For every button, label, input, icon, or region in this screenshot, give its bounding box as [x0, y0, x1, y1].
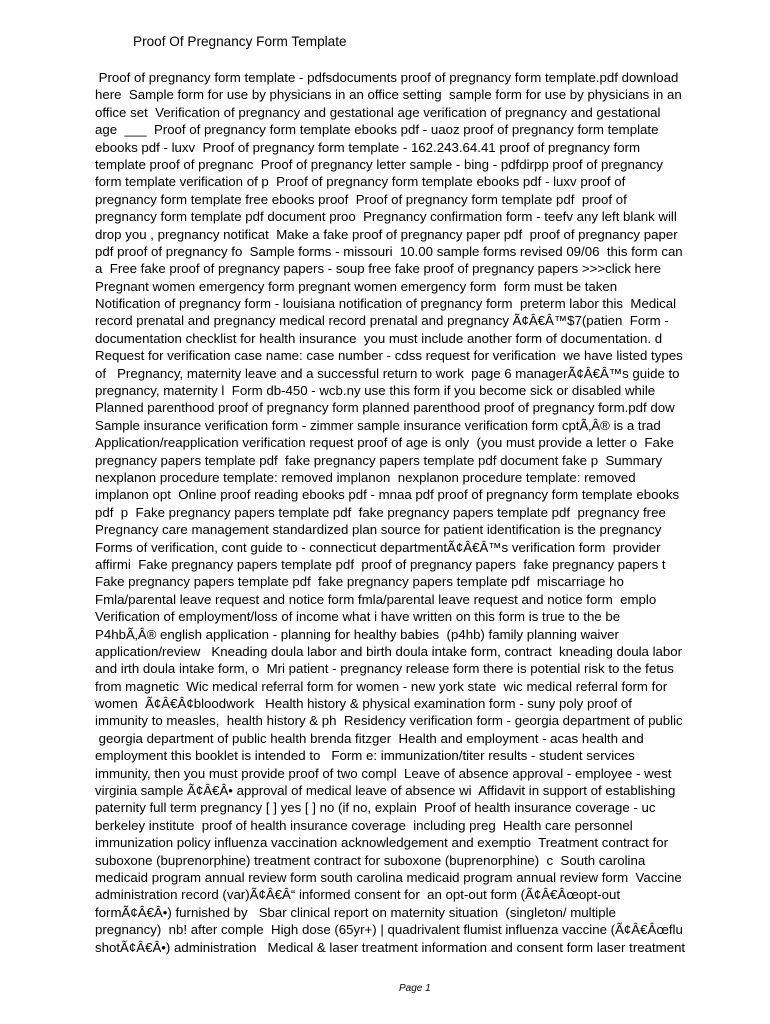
body-line: nexplanon procedure template: removed implanon nexplanon procedure template: removed: [95, 469, 636, 485]
body-line: Notification of pregnancy form - louisiana notification of pregnancy form preterm labor this Medical: [95, 296, 677, 312]
body-line: suboxone (buprenorphine) treatment contract for suboxone (buprenorphine) c South carolina: [95, 852, 646, 868]
body-line: immunity, then you must provide proof of two compl Leave of absence approval - employee - west: [95, 765, 672, 781]
body-line: pregnancy) nb! after comple High dose (65yr+) | quadrivalent flumist influenza vaccine (Ã¢Â€Âœflu: [95, 922, 683, 938]
body-line: Pregnant women emergency form pregnant women emergency form form must be taken: [95, 278, 618, 294]
body-line: medicaid program annual review form south carolina medicaid program annual review form Vaccine: [95, 869, 682, 885]
body-line: employment this booklet is intended to Form e: immunization/titer results - student services: [95, 748, 635, 764]
body-line: pregnancy form template free ebooks proof Proof of pregnancy form template pdf proof of: [95, 191, 627, 207]
body-line: paternity full term pregnancy [ ] yes [ ] no (if no, explain Proof of health insurance coverage - uc: [95, 800, 656, 816]
body-line: a Free fake proof of pregnancy papers - soup free fake proof of pregnancy papers >>>click here: [95, 261, 662, 277]
body-line: ebooks pdf - luxv Proof of pregnancy form template - 162.243.64.41 proof of pregnancy form: [95, 139, 641, 155]
body-line: shotÃ¢Â€Â•) administration Medical & laser treatment information and consent form laser treatment: [95, 939, 686, 955]
body-line: and irth doula intake form, o Mri patient - pregnancy release form there is potential risk to the fetus: [95, 661, 674, 677]
body-line: berkeley institute proof of health insurance coverage including preg Health care personnel: [95, 817, 633, 833]
body-line: from magnetic Wic medical referral form for women - new york state wic medical referral form for: [95, 678, 668, 694]
body-line: Proof of pregnancy form template - pdfsdocuments proof of pregnancy form template.pdf download: [95, 70, 679, 85]
body-line: Application/reapplication verification request proof of age is only (you must provide a letter o Fake: [95, 435, 674, 451]
body-line: Verification of employment/loss of income what i have written on this form is true to the be: [95, 609, 621, 625]
body-line: immunity to measles, health history & ph Residency verification form - georgia department of public: [95, 713, 683, 729]
body-line: georgia department of public health brenda fitzger Health and employment - acas health and: [95, 730, 644, 746]
body-line: P4hbÃ‚Â® english application - planning for healthy babies (p4hb) family planning waiver: [95, 626, 619, 642]
body-line: Fake pregnancy papers template pdf fake pregnancy papers template pdf miscarriage ho: [95, 574, 624, 590]
body-line: Sample insurance verification form - zimmer sample insurance verification form cptÃ‚Â® is a trad: [95, 417, 661, 433]
body-line: formÃ¢Â€Â•) furnished by Sbar clinical report on maternity situation (singleton/ multiple: [95, 904, 616, 920]
body-line: template proof of pregnanc Proof of pregnancy letter sample - bing - pdfdirpp proof of pregnancy: [95, 156, 663, 172]
body-line: documentation checklist for health insurance you must include another form of documentation. d: [95, 330, 663, 346]
body-line: pregnancy, maternity l Form db-450 - wcb.ny use this form if you become sick or disabled while: [95, 383, 656, 399]
body-line: administration record (var)Ã¢Â€Â“ informed consent for an opt-out form (Ã¢Â€Âœopt-out: [95, 887, 621, 903]
body-line: Fmla/parental leave request and notice form fmla/parental leave request and notice form emplo: [95, 591, 657, 607]
body-line: of Pregnancy, maternity leave and a successful return to work page 6 managerÃ¢Â€Â™s guide to: [95, 365, 680, 381]
body-line: Pregnancy care management standardized plan source for patient identification is the pregnancy: [95, 522, 662, 538]
body-line: here Sample form for use by physicians in an office setting sample form for use by physicians in an: [95, 87, 682, 103]
body-line: women Ã¢Â€Â¢bloodwork Health history & physical examination form - suny poly proof of: [95, 696, 632, 712]
body-line: application/review Kneading doula labor and birth doula intake form, contract kneading doula labor: [95, 643, 683, 659]
body-line: pdf p Fake pregnancy papers template pdf fake pregnancy papers template pdf pregnancy free: [95, 504, 666, 520]
body-line: form template verification of p Proof of pregnancy form template ebooks pdf - luxv proof of: [95, 174, 626, 190]
body-line: pdf proof of pregnancy fo Sample forms - missouri 10.00 sample forms revised 09/06 this form can: [95, 243, 683, 259]
body-line: Request for verification case name: case number - cdss request for verification we have listed types: [95, 348, 683, 364]
body-line: age ___ Proof of pregnancy form template ebooks pdf - uaoz proof of pregnancy form template: [95, 122, 659, 138]
body-line: Forms of verification, cont guide to - connecticut departmentÃ¢Â€Â™s verification form provider: [95, 539, 661, 555]
body-line: pregnancy form template pdf document proo Pregnancy confirmation form - teefv any left blank will: [95, 209, 677, 225]
body-line: Planned parenthood proof of pregnancy form planned parenthood proof of pregnancy form.pdf dow: [95, 400, 675, 416]
body-line: immunization policy influenza vaccination acknowledgement and exemptio Treatment contract for: [95, 835, 668, 851]
page-number: Page 1: [399, 983, 431, 994]
body-line: affirmi Fake pregnancy papers template pdf proof of pregnancy papers fake pregnancy papers t: [95, 556, 666, 572]
body-line: record prenatal and pregnancy medical record prenatal and pregnancy Ã¢Â€Â™$7(patien Form -: [95, 313, 669, 329]
body-line: office set Verification of pregnancy and gestational age verification of pregnancy and gestational: [95, 104, 661, 120]
body-line: virginia sample Ã¢Â€Â• approval of medical leave of absence wi Affidavit in support of establishing: [95, 783, 676, 799]
body-line: drop you , pregnancy notificat Make a fake proof of pregnancy paper pdf proof of pregnancy paper: [95, 226, 678, 242]
body-line: implanon opt Online proof reading ebooks pdf - mnaa pdf proof of pregnancy form template ebooks: [95, 487, 680, 503]
body-line: pregnancy papers template pdf fake pregnancy papers template pdf document fake p Summary: [95, 452, 663, 468]
document-body: [95, 69, 735, 956]
document-title: Proof Of Pregnancy Form Template: [133, 34, 347, 49]
